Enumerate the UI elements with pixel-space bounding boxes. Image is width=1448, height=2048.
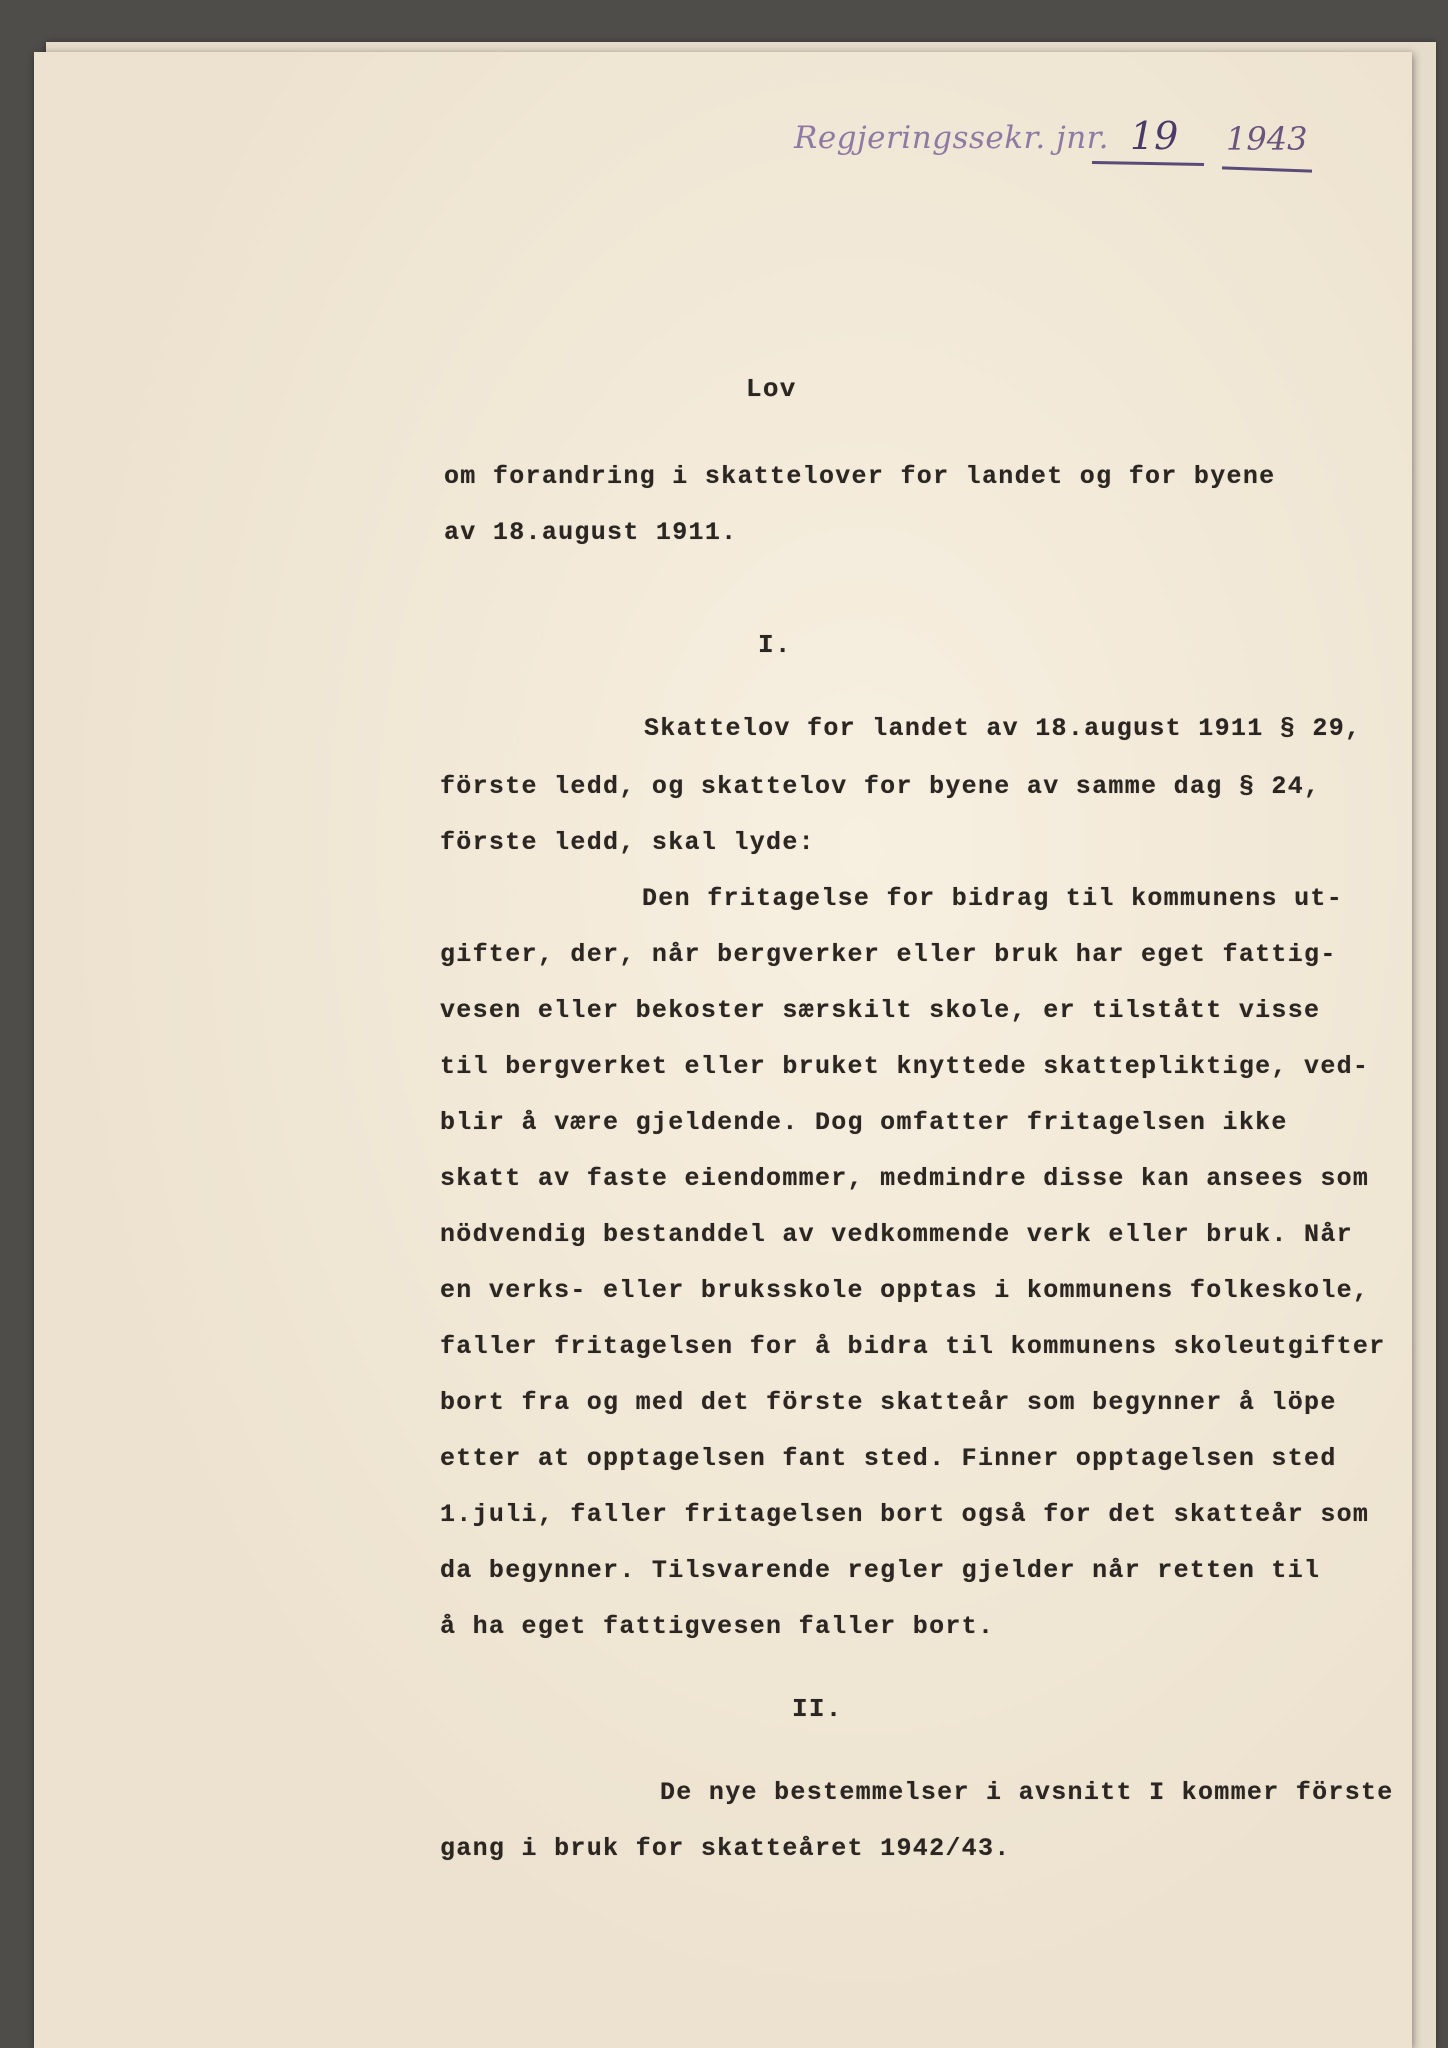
subtitle-line: om forandring i skattelover for landet og for byene	[444, 462, 1276, 491]
body-line: da begynner. Tilsvarende regler gjelder når retten til	[440, 1556, 1321, 1585]
stamp-underline	[1222, 166, 1312, 172]
body-line: skatt av faste eiendommer, medmindre disse kan ansees som	[440, 1164, 1370, 1193]
stamp-underline	[1092, 161, 1204, 166]
body-line: å ha eget fattigvesen faller bort.	[440, 1612, 995, 1641]
journal-stamp	[794, 114, 1344, 194]
body-line: Skattelov for landet av 18.august 1911 § 29,	[644, 714, 1362, 743]
stamp-label: Regjeringssekr. jnr.	[794, 120, 1109, 156]
stamp-year: 1943	[1226, 120, 1308, 158]
stamp-journal-number: 19	[1130, 114, 1179, 158]
body-line: De nye bestemmelser i avsnitt I kommer förste	[660, 1778, 1394, 1807]
document-page	[34, 52, 1412, 2048]
body-line: bort fra og med det förste skatteår som begynner å löpe	[440, 1388, 1337, 1417]
section-heading: II.	[792, 1694, 843, 1724]
subtitle-line: av 18.august 1911.	[444, 518, 738, 547]
body-line: förste ledd, og skattelov for byene av samme dag § 24,	[440, 772, 1321, 801]
body-line: blir å være gjeldende. Dog omfatter fritagelsen ikke	[440, 1108, 1288, 1137]
body-line: förste ledd, skal lyde:	[440, 828, 815, 857]
body-line: etter at opptagelsen fant sted. Finner opptagelsen sted	[440, 1444, 1337, 1473]
body-line: faller fritagelsen for å bidra til kommunens skoleutgifter	[440, 1332, 1386, 1361]
body-line: 1.juli, faller fritagelsen bort også for det skatteår som	[440, 1500, 1370, 1529]
body-line: Den fritagelse for bidrag til kommunens ut-	[642, 884, 1344, 913]
section-heading: I.	[758, 630, 792, 660]
body-line: en verks- eller bruksskole opptas i kommunens folkeskole,	[440, 1276, 1370, 1305]
body-line: gang i bruk for skatteåret 1942/43.	[440, 1834, 1011, 1863]
document-title: Lov	[746, 374, 797, 404]
body-line: nödvendig bestanddel av vedkommende verk eller bruk. Når	[440, 1220, 1353, 1249]
body-line: gifter, der, når bergverker eller bruk har eget fattig-	[440, 940, 1337, 969]
body-line: vesen eller bekoster særskilt skole, er tilstått visse	[440, 996, 1321, 1025]
body-line: til bergverket eller bruket knyttede skattepliktige, ved-	[440, 1052, 1370, 1081]
